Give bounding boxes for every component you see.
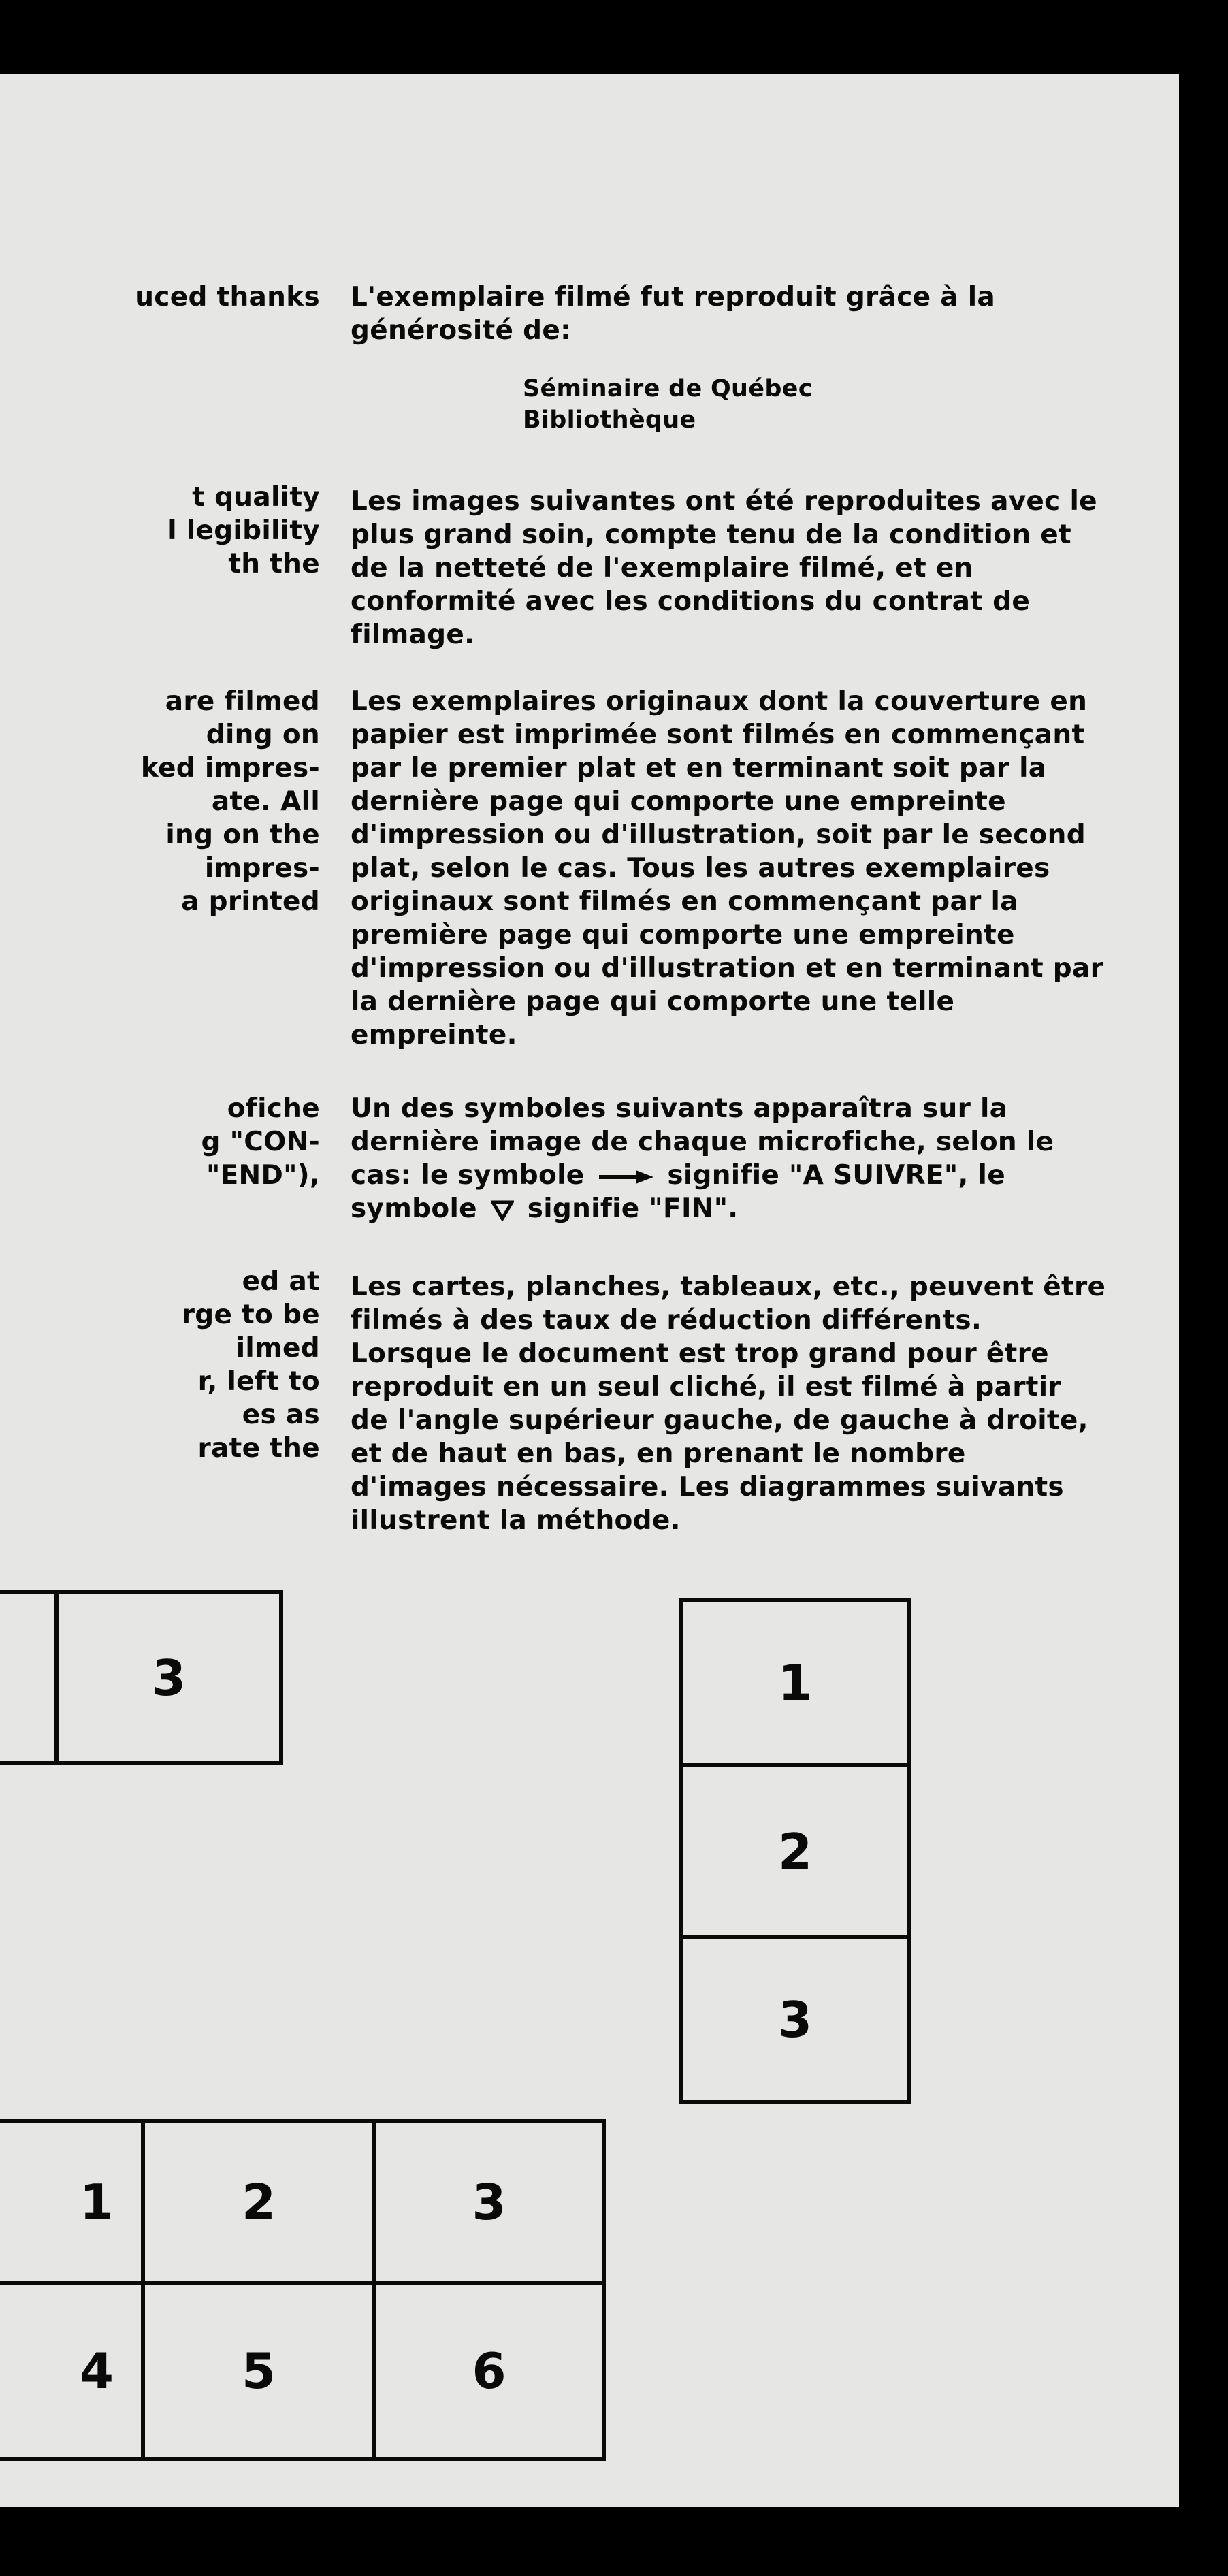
symbols-line-4: [351, 1192, 1133, 1225]
institution-name: Séminaire de Québec Bibliothèque: [523, 375, 813, 434]
diagram-grid-six: [0, 2119, 606, 2461]
quality-paragraph: Les images suivantes ont été reproduites avec le plus grand soin, compte tenu de la condition et de la netteté de l'exemplaire filmé, et en conformité avec les conditions du contrat de filmage.: [351, 486, 1097, 650]
originals-paragraph: Les exemplaires originaux dont la couverture en papier est imprimée sont filmés en commençant par le premier plat et en terminant soit par la dernière page qui comporte une empreinte d'impression ou d'illustration, soit par le second plat, selon le cas. Tous les autres exemplaires originaux sont filmés en commençant par la première page qui comporte une empreinte d'impression ou d'illustration et en terminant par la dernière page qui comporte une telle empreinte.: [351, 686, 1104, 1050]
diagram-row-partial: [0, 1590, 283, 1765]
diagram-cell: 4: [0, 2285, 145, 2457]
left-fragment-maps: ed at rge to be ilmed r, left to es as rate the: [181, 1266, 320, 1464]
symbols-line-2: dernière image de chaque microfiche, selon le: [351, 1127, 1054, 1157]
symbols-line-3-start: cas: le symbole: [351, 1160, 585, 1191]
left-fragment-originals: are filmed ding on ked impres- ate. All ing on the impres- a printed: [140, 686, 320, 917]
diagram-cell: 1: [683, 1602, 907, 1767]
triangle-down-icon: [491, 1200, 514, 1221]
left-fragment-thanks: uced thanks: [135, 282, 320, 312]
intro-text: L'exemplaire filmé fut reproduit grâce à la générosité de:: [351, 282, 996, 346]
diagram-cell-cut: [0, 1594, 59, 1761]
diagram-cell: 6: [472, 2342, 506, 2400]
diagram-cell: 3: [151, 1649, 187, 1707]
symbols-line-3-end: signifie "A SUIVRE", le: [667, 1160, 1005, 1191]
symbols-line-1: Un des symboles suivants apparaîtra sur la: [351, 1093, 1008, 1124]
symbols-line-4-start: symbole: [351, 1193, 477, 1224]
diagram-cell: 3: [376, 2123, 602, 2285]
diagram-cell: 3: [777, 1991, 813, 2048]
left-fragment-symbols: ofiche g "CON- "END"),: [201, 1093, 320, 1191]
symbols-line-3: [351, 1159, 1133, 1192]
diagram-vertical: [679, 1598, 911, 2104]
left-fragment-quality: t quality l legibility th the: [167, 482, 320, 579]
diagram-cell: 2: [683, 1767, 907, 1939]
symbols-line-4-end: signifie "FIN".: [527, 1193, 739, 1224]
diagram-cell: 2: [145, 2123, 376, 2285]
diagram-cell: 1: [0, 2123, 145, 2285]
diagram-cell: 5: [145, 2285, 376, 2457]
maps-paragraph: Les cartes, planches, tableaux, etc., peuvent être filmés à des taux de réduction différents. Lorsque le document est trop grand pour être reproduit en un seul cliché, il est filmé à partir de l'angle supérieur gauche, de gauche à droite, et de haut en bas, en prenant le nombre d'images nécessaire. Les diagrammes suivants illustrent la méthode.: [351, 1272, 1106, 1536]
symbols-paragraph: [351, 1092, 1133, 1225]
arrow-right-icon: [598, 1170, 653, 1184]
